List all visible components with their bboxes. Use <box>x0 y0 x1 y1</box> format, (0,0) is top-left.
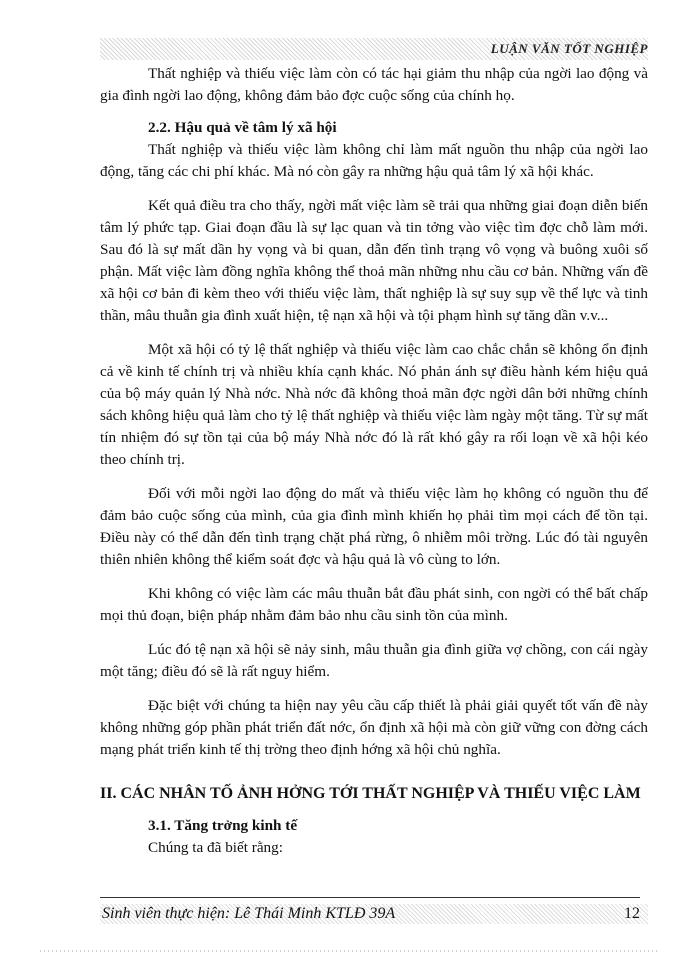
paragraph-7: Lúc đó tệ nạn xã hội sẽ nảy sinh, mâu thuẫn gia đình giữa vợ chồng, con cái ngày một tăng; điều đó sẽ là rất nguy hiểm. <box>100 641 648 680</box>
paragraph-8: Đặc biệt với chúng ta hiện nay yêu cầu cấp thiết là phải giải quyết tốt vấn đề này không những góp phần phát triển đất nớc, ổn định xã hội mà còn giữ vững con đờng cách mạng phát triển kinh tế thị trờng theo định hớng xã hội chủ nghĩa. <box>100 697 648 758</box>
section-heading-ii: II. CÁC NHÂN TỐ ẢNH HỞNG TỚI THẤT NGHIỆP VÀ THIẾU VIỆC LÀM <box>100 785 641 802</box>
paragraph-4: Một xã hội có tỷ lệ thất nghiệp và thiếu việc làm cao chắc chắn sẽ không ổn định cả về kinh tế chính trị và nhiều khía cạnh khác. Nó phản ánh sự điều hành kém hiệu quả của bộ máy quản lý Nhà nớc. Nhà nớc đã không thoả mãn đợc ngời dân bởi những chính sách không hiệu quả làm cho tỷ lệ thất nghiệp và thiếu việc làm ngày một tăng. Từ sự mất tín nhiệm đó sự tồn tại của bộ máy Nhà nớc đó là rất khó gây ra rối loạn về xã hội kéo theo chính trị. <box>100 341 648 468</box>
page-number: 12 <box>624 905 640 922</box>
subheading-3-1: 3.1. Tăng trởng kinh tế <box>148 817 298 834</box>
bottom-dotted-border <box>40 950 660 952</box>
document-body <box>100 63 648 859</box>
paragraph-6: Khi không có việc làm các mâu thuẫn bắt đầu phát sinh, con ngời có thể bất chấp mọi thủ đoạn, biện pháp nhằm đảm bảo nhu cầu sinh tồn của mình. <box>100 585 648 624</box>
paragraph-1: Thất nghiệp và thiếu việc làm còn có tác hại giảm thu nhập của ngời lao động và gia đình ngời lao động, không đảm bảo đợc cuộc sống của chính họ. <box>100 65 648 104</box>
paragraph-3: Kết quả điều tra cho thấy, ngời mất việc làm sẽ trải qua những giai đoạn diễn biến tâm lý phức tạp. Giai đoạn đầu là sự lạc quan và tin tởng vào việc tìm đợc chỗ làm mới. Sau đó là sự mất dần hy vọng và bi quan, dẫn đến tình trạng vô vọng và buông xuôi số phận. Mất việc làm đồng nghĩa không thể thoả mãn những nhu cầu cơ bản. Những vấn đề xã hội cơ bản đi kèm theo với thiếu việc làm, thất nghiệp là sự suy sụp về thể lực và tinh thần, mâu thuẫn gia đình xuất hiện, tệ nạn xã hội và tội phạm hình sự tăng dần v.v... <box>100 197 648 324</box>
subheading-2-2: 2.2. Hậu quả về tâm lý xã hội <box>148 119 337 136</box>
paragraph-5: Đối với mỗi ngời lao động do mất và thiếu việc làm họ không có nguồn thu để đảm bảo cuộc sống của mình, của gia đình mình khiến họ phải tìm mọi cách để tồn tại. Điều này có thể dẫn đến tình trạng chặt phá rừng, ô nhiễm môi trờng. Lúc đó tài nguyên thiên nhiên không thể kiểm soát đợc và hậu quả là vô cùng to lớn. <box>100 485 648 568</box>
paragraph-2: Thất nghiệp và thiếu việc làm không chỉ làm mất nguồn thu nhập của ngời lao động, tăng các chi phí khác. Mà nó còn gây ra những hậu quả tâm lý xã hội khác. <box>100 141 648 180</box>
closing-line: Chúng ta đã biết rằng: <box>148 839 283 856</box>
footer-divider <box>100 897 640 898</box>
footer-author: Sinh viên thực hiện: Lê Thái Minh KTLĐ 39A <box>102 905 396 922</box>
header-title: LUẬN VĂN TỐT NGHIỆP <box>490 41 648 56</box>
